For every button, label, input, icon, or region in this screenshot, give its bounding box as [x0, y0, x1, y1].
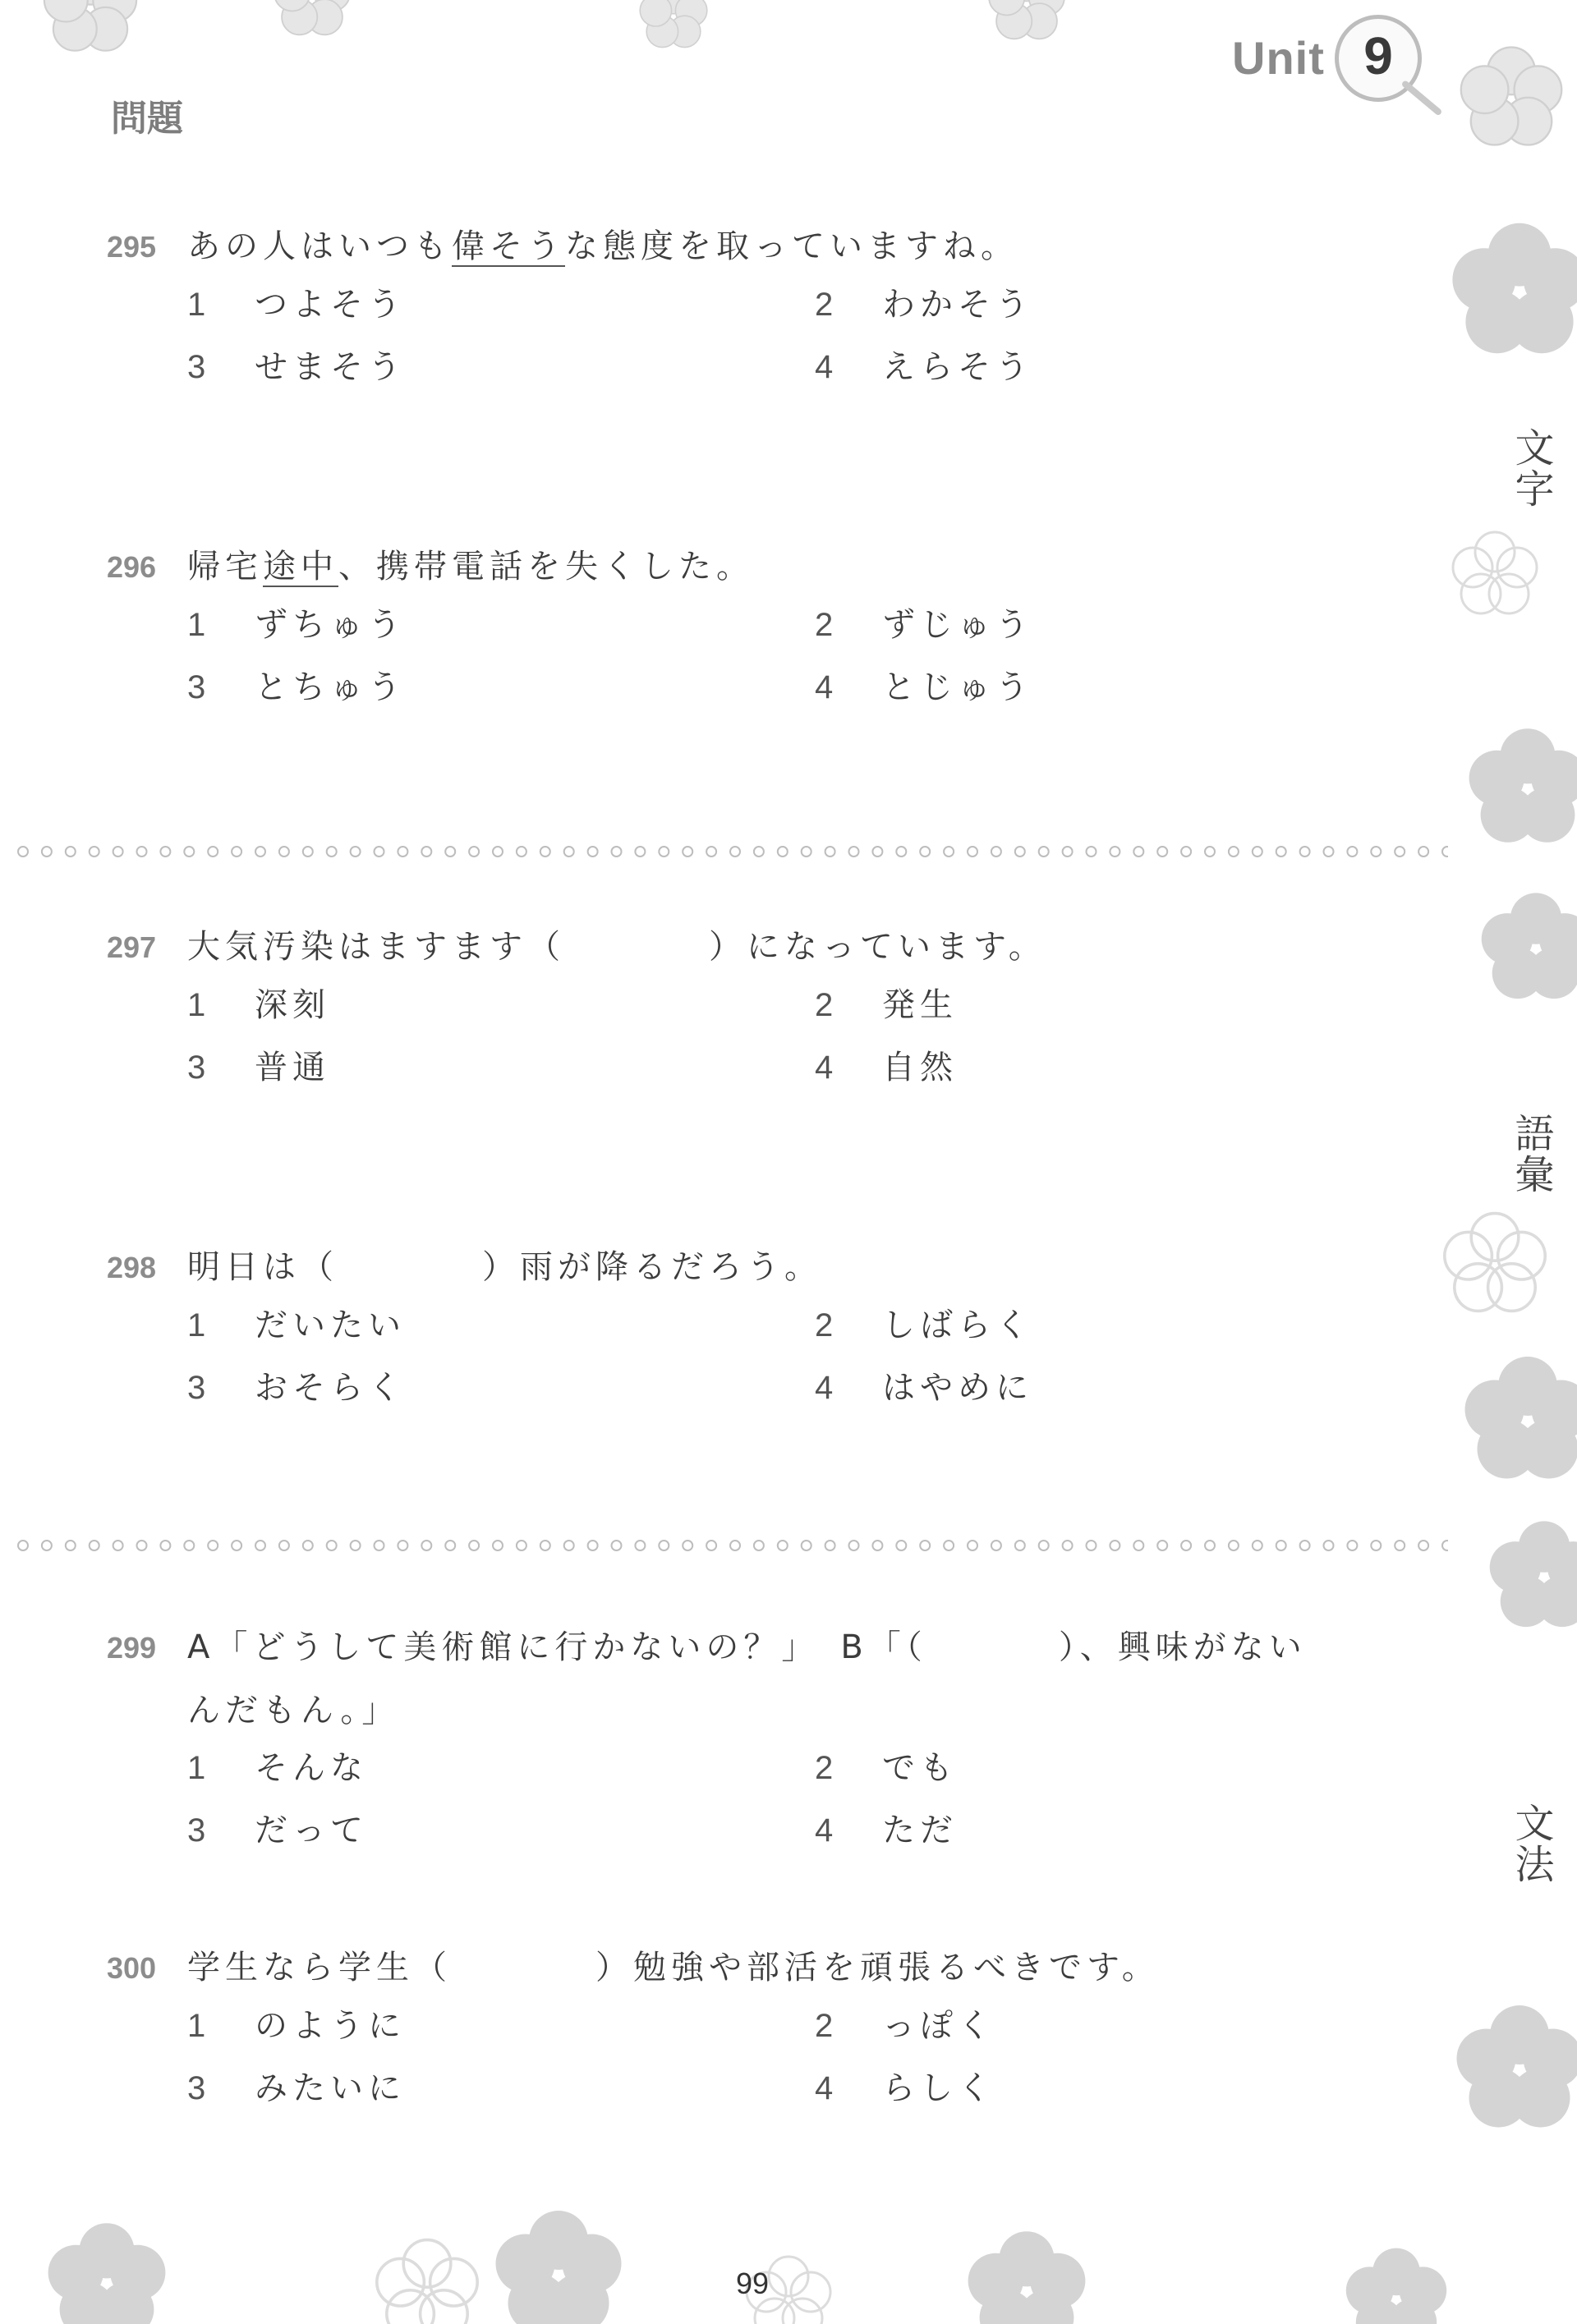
divider-dot [1133, 1541, 1143, 1550]
divider-dot [1300, 1541, 1310, 1550]
divider-dot [1063, 847, 1073, 857]
question-stem: 帰宅 [187, 548, 263, 586]
divider-dot [279, 1541, 289, 1550]
divider-dot [778, 1541, 788, 1550]
option-3[interactable]: 3 普通 [187, 1049, 330, 1086]
question-300 [107, 1936, 1421, 2126]
divider-dot [469, 847, 479, 857]
divider-dot [825, 847, 835, 857]
option-1[interactable]: 1 そんな [187, 1749, 368, 1787]
divider-dot [1300, 847, 1310, 857]
underlined-word: 途中 [263, 548, 338, 586]
divider-dot [825, 1541, 835, 1550]
question-number: 298 [107, 1251, 157, 1284]
question-number: 300 [107, 1951, 157, 1985]
question-stem: な態度を取っていますね。 [565, 227, 1018, 265]
divider-dot [968, 847, 977, 857]
option-2[interactable]: 2 っぽく [815, 2007, 995, 2045]
divider-dot [303, 1541, 313, 1550]
divider-dot [896, 1541, 906, 1550]
option-4[interactable]: 4 ただ [815, 1812, 958, 1849]
divider-dot [232, 1541, 241, 1550]
divider-dot [351, 1541, 361, 1550]
divider-dot [137, 847, 147, 857]
divider-dot [920, 847, 930, 857]
divider-dot [1395, 1541, 1405, 1550]
divider-dot [351, 847, 361, 857]
divider-dot [303, 847, 313, 857]
divider-dot [944, 847, 954, 857]
divider-dot [1324, 847, 1334, 857]
divider-dot [754, 1541, 764, 1550]
option-4[interactable]: 4 らしく [815, 2069, 995, 2107]
question-stem: ）勉強や部活を頑張るべきです。 [595, 1949, 1160, 1986]
side-tab-moji: 文字 [1508, 427, 1554, 509]
question-299 [107, 1616, 1421, 1868]
question-number: 299 [107, 1631, 157, 1665]
option-3[interactable]: 3 おそらく [187, 1369, 406, 1407]
option-4[interactable]: 4 えらそう [815, 348, 1033, 386]
divider-dot [208, 847, 218, 857]
divider-dot [66, 1541, 76, 1550]
divider-dot [991, 1541, 1001, 1550]
option-3[interactable]: 3 だって [187, 1812, 368, 1849]
divider-dot [778, 847, 788, 857]
divider-dot [1205, 1541, 1215, 1550]
divider-dot [469, 1541, 479, 1550]
option-3[interactable]: 3 みたいに [187, 2069, 406, 2107]
divider-dot [90, 1541, 99, 1550]
divider-dot [1442, 1541, 1448, 1550]
divider-dot [1418, 847, 1428, 857]
divider-dot [849, 1541, 859, 1550]
question-stem: 明日は（ [187, 1248, 338, 1286]
option-1[interactable]: 1 だいたい [187, 1307, 406, 1344]
divider-dot [706, 847, 716, 857]
divider-dot [160, 847, 170, 857]
divider-dot [184, 847, 194, 857]
option-4[interactable]: 4 とじゅう [815, 668, 1033, 706]
side-tab-bunpo: 文法 [1508, 1803, 1554, 1885]
question-stem: あの人はいつも [187, 227, 452, 265]
divider-dot [540, 1541, 550, 1550]
question-stem: 、携帯電話を失くした。 [338, 548, 754, 586]
option-3[interactable]: 3 とちゅう [187, 668, 406, 706]
divider-dot [1229, 847, 1239, 857]
divider-dot [493, 1541, 503, 1550]
option-1[interactable]: 1 ずちゅう [187, 606, 406, 644]
divider-dot [612, 847, 622, 857]
divider-dot [991, 847, 1001, 857]
divider-dot [1276, 1541, 1286, 1550]
divider-dot [1442, 847, 1448, 857]
divider-dot [421, 1541, 431, 1550]
divider-dot [659, 847, 669, 857]
divider-dot [517, 847, 526, 857]
divider-dot [398, 847, 407, 857]
option-3[interactable]: 3 せまそう [187, 348, 406, 386]
divider-dot [635, 847, 645, 857]
divider-dot [1347, 1541, 1357, 1550]
divider-dot [1039, 847, 1049, 857]
divider-dot [375, 847, 384, 857]
side-tab-goi: 語彙 [1508, 1113, 1554, 1195]
section-title: 問題 [111, 98, 183, 140]
question-number: 297 [107, 930, 157, 964]
divider-dot [802, 1541, 811, 1550]
divider-dot [706, 1541, 716, 1550]
question-number: 295 [107, 230, 157, 264]
divider-dot [445, 847, 455, 857]
divider-dot [730, 847, 740, 857]
unit-label: Unit [1232, 32, 1325, 84]
divider-dot [160, 1541, 170, 1550]
divider-dot [255, 847, 265, 857]
divider-dot [327, 847, 337, 857]
divider-dot [896, 847, 906, 857]
divider-dot [1015, 847, 1025, 857]
divider-dot [683, 847, 692, 857]
divider-dot [944, 1541, 954, 1550]
divider-dot [540, 847, 550, 857]
divider-dot [1347, 847, 1357, 857]
divider-dot [1015, 1541, 1025, 1550]
divider-dot [42, 847, 52, 857]
question-number: 296 [107, 550, 157, 584]
question-295 [107, 215, 1421, 405]
divider-dot [1205, 847, 1215, 857]
divider-dot [398, 1541, 407, 1550]
underlined-word: 偉そう [452, 227, 565, 265]
divider-dot [968, 1541, 977, 1550]
divider-dot [421, 847, 431, 857]
divider-dot [1157, 1541, 1167, 1550]
divider-dot [445, 1541, 455, 1550]
divider-dot [635, 1541, 645, 1550]
page-number: 99 [736, 2267, 770, 2300]
divider-dot [588, 1541, 598, 1550]
divider-dot [18, 847, 28, 857]
divider-dot [1229, 1541, 1239, 1550]
divider-dot [683, 1541, 692, 1550]
divider-dot [564, 1541, 574, 1550]
option-2[interactable]: 2 しばらく [815, 1307, 1033, 1344]
divider-dot [1418, 1541, 1428, 1550]
divider-dot [920, 1541, 930, 1550]
question-stem: A「どうして美術館に行かないの？」 B「（ [187, 1628, 927, 1666]
question-stem: 大気汚染はますます（ [187, 928, 565, 966]
question-297 [107, 916, 1421, 1105]
divider-dot [375, 1541, 384, 1550]
divider-dot [1087, 1541, 1097, 1550]
dotted-divider [15, 1537, 1448, 1554]
question-stem: ）、興味がない [1058, 1628, 1307, 1666]
divider-dot [42, 1541, 52, 1550]
divider-dot [66, 847, 76, 857]
divider-dot [517, 1541, 526, 1550]
divider-dot [872, 847, 882, 857]
divider-dot [872, 1541, 882, 1550]
divider-dot [802, 847, 811, 857]
option-2[interactable]: 2 ずじゅう [815, 606, 1033, 644]
divider-dot [659, 1541, 669, 1550]
divider-dot [1110, 847, 1120, 857]
question-stem: ）雨が降るだろう。 [482, 1248, 822, 1286]
option-4[interactable]: 4 自然 [815, 1049, 958, 1086]
divider-dot [208, 1541, 218, 1550]
question-296 [107, 535, 1421, 725]
option-2[interactable]: 2 わかそう [815, 286, 1033, 324]
divider-dot [1110, 1541, 1120, 1550]
divider-dot [1133, 847, 1143, 857]
divider-dot [255, 1541, 265, 1550]
divider-dot [18, 1541, 28, 1550]
divider-dot [137, 1541, 147, 1550]
divider-dot [1039, 1541, 1049, 1550]
divider-dot [90, 847, 99, 857]
question-stem: ）になっています。 [709, 928, 1046, 966]
divider-dot [113, 847, 123, 857]
divider-dot [493, 847, 503, 857]
option-1[interactable]: 1 深刻 [187, 986, 330, 1024]
divider-dot [1253, 1541, 1262, 1550]
option-2[interactable]: 2 でも [815, 1749, 958, 1787]
divider-dot [564, 847, 574, 857]
option-1[interactable]: 1 のように [187, 2007, 406, 2045]
divider-dot [1181, 847, 1191, 857]
divider-dot [612, 1541, 622, 1550]
divider-dot [1371, 847, 1381, 857]
divider-dot [1157, 847, 1167, 857]
divider-dot [849, 847, 859, 857]
question-298 [107, 1236, 1421, 1426]
divider-dot [730, 1541, 740, 1550]
divider-dot [1181, 1541, 1191, 1550]
divider-dot [754, 847, 764, 857]
divider-dot [327, 1541, 337, 1550]
unit-number: 9 [1363, 26, 1393, 85]
divider-dot [1371, 1541, 1381, 1550]
divider-dot [279, 847, 289, 857]
divider-dot [1324, 1541, 1334, 1550]
divider-dot [1395, 847, 1405, 857]
option-1[interactable]: 1 つよそう [187, 286, 406, 324]
option-2[interactable]: 2 発生 [815, 986, 958, 1024]
question-stem-continued: んだもん。」 [187, 1692, 400, 1729]
divider-dot [588, 847, 598, 857]
divider-dot [1253, 847, 1262, 857]
option-4[interactable]: 4 はやめに [815, 1369, 1033, 1407]
question-stem: 学生なら学生（ [187, 1949, 452, 1986]
divider-dot [1276, 847, 1286, 857]
dotted-divider [15, 843, 1448, 860]
divider-dot [1087, 847, 1097, 857]
divider-dot [1063, 1541, 1073, 1550]
divider-dot [113, 1541, 123, 1550]
divider-dot [184, 1541, 194, 1550]
divider-dot [232, 847, 241, 857]
